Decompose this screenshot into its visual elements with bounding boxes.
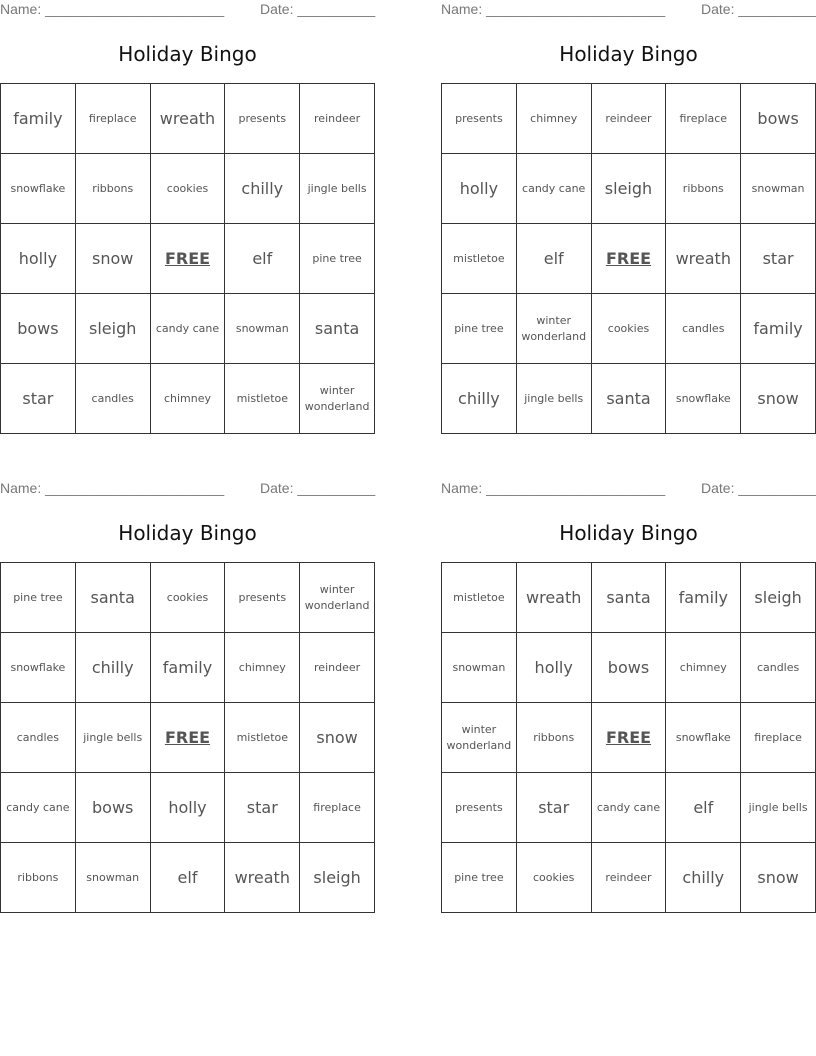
bingo-cell: candy cane xyxy=(1,773,76,843)
bingo-cell: santa xyxy=(76,563,151,633)
bingo-cell: chimney xyxy=(666,633,741,703)
bingo-cell: cookies xyxy=(151,154,226,224)
bingo-cell: presents xyxy=(442,773,517,843)
bingo-cell: elf xyxy=(666,773,741,843)
bingo-cell: holly xyxy=(517,633,592,703)
bingo-cell: cookies xyxy=(151,563,226,633)
bingo-cell: snowman xyxy=(225,294,300,364)
bingo-card-4 xyxy=(441,479,816,913)
bingo-cell: snowman xyxy=(76,843,151,913)
bingo-cell: star xyxy=(517,773,592,843)
bingo-cell: candles xyxy=(1,703,76,773)
card-title: Holiday Bingo xyxy=(559,42,698,66)
free-space-cell: FREE xyxy=(151,703,226,773)
bingo-cell: snow xyxy=(741,843,816,913)
bingo-cell: pine tree xyxy=(300,224,375,294)
bingo-cell: pine tree xyxy=(442,294,517,364)
bingo-cell: holly xyxy=(442,154,517,224)
name-field-label: Name: _______________________ xyxy=(0,1,225,17)
bingo-cell: santa xyxy=(592,364,667,434)
free-space-cell: FREE xyxy=(592,703,667,773)
bingo-cell: snowman xyxy=(741,154,816,224)
bingo-cell: candles xyxy=(76,364,151,434)
bingo-cell: jingle bells xyxy=(517,364,592,434)
bingo-cell: elf xyxy=(225,224,300,294)
bingo-card-2 xyxy=(441,0,816,434)
bingo-cell: winter wonderland xyxy=(300,563,375,633)
bingo-cell: jingle bells xyxy=(76,703,151,773)
bingo-cell: chilly xyxy=(666,843,741,913)
bingo-cell: snowman xyxy=(442,633,517,703)
bingo-cell: wreath xyxy=(666,224,741,294)
bingo-cell: wreath xyxy=(151,84,226,154)
bingo-cell: family xyxy=(741,294,816,364)
bingo-cell: chimney xyxy=(517,84,592,154)
card-header xyxy=(441,480,816,500)
bingo-cell: family xyxy=(151,633,226,703)
bingo-cell: snow xyxy=(76,224,151,294)
date-field-label: Date: __________ xyxy=(260,1,376,17)
bingo-cell: snow xyxy=(741,364,816,434)
bingo-cell: winter wonderland xyxy=(300,364,375,434)
bingo-cell: jingle bells xyxy=(741,773,816,843)
bingo-cell: family xyxy=(666,563,741,633)
bingo-cell: ribbons xyxy=(1,843,76,913)
bingo-grid xyxy=(441,562,816,913)
bingo-cell: sleigh xyxy=(76,294,151,364)
bingo-cell: candy cane xyxy=(517,154,592,224)
card-header xyxy=(0,480,375,500)
bingo-cell: santa xyxy=(592,563,667,633)
bingo-cell: presents xyxy=(225,563,300,633)
bingo-grid xyxy=(441,83,816,434)
bingo-cell: reindeer xyxy=(592,84,667,154)
bingo-card-1 xyxy=(0,0,375,434)
bingo-cell: presents xyxy=(442,84,517,154)
card-title: Holiday Bingo xyxy=(118,42,257,66)
bingo-cell: winter wonderland xyxy=(517,294,592,364)
bingo-cell: holly xyxy=(151,773,226,843)
bingo-cell: ribbons xyxy=(76,154,151,224)
bingo-cell: candles xyxy=(741,633,816,703)
bingo-cell: fireplace xyxy=(76,84,151,154)
card-header xyxy=(441,1,816,21)
bingo-cell: bows xyxy=(592,633,667,703)
bingo-cell: chimney xyxy=(151,364,226,434)
bingo-cell: wreath xyxy=(225,843,300,913)
bingo-cell: sleigh xyxy=(300,843,375,913)
bingo-cell: chimney xyxy=(225,633,300,703)
card-title: Holiday Bingo xyxy=(559,521,698,545)
bingo-cell: mistletoe xyxy=(442,563,517,633)
bingo-cell: jingle bells xyxy=(300,154,375,224)
bingo-cell: bows xyxy=(741,84,816,154)
bingo-cell: ribbons xyxy=(517,703,592,773)
bingo-cell: presents xyxy=(225,84,300,154)
bingo-cell: snowflake xyxy=(666,703,741,773)
bingo-cell: candy cane xyxy=(151,294,226,364)
bingo-cell: reindeer xyxy=(300,84,375,154)
name-field-label: Name: _______________________ xyxy=(441,1,666,17)
bingo-grid xyxy=(0,562,375,913)
bingo-cell: wreath xyxy=(517,563,592,633)
bingo-cell: mistletoe xyxy=(225,703,300,773)
free-space-cell: FREE xyxy=(151,224,226,294)
free-space-cell: FREE xyxy=(592,224,667,294)
bingo-cell: chilly xyxy=(442,364,517,434)
bingo-cell: bows xyxy=(1,294,76,364)
bingo-cell: chilly xyxy=(76,633,151,703)
bingo-cell: bows xyxy=(76,773,151,843)
bingo-cell: reindeer xyxy=(300,633,375,703)
bingo-cell: fireplace xyxy=(666,84,741,154)
name-field-label: Name: _______________________ xyxy=(441,480,666,496)
bingo-cell: snowflake xyxy=(1,154,76,224)
bingo-cell: santa xyxy=(300,294,375,364)
bingo-cell: star xyxy=(1,364,76,434)
bingo-cell: candles xyxy=(666,294,741,364)
bingo-cell: pine tree xyxy=(442,843,517,913)
bingo-cell: family xyxy=(1,84,76,154)
bingo-cell: holly xyxy=(1,224,76,294)
bingo-cell: star xyxy=(225,773,300,843)
bingo-cell: elf xyxy=(151,843,226,913)
bingo-cell: reindeer xyxy=(592,843,667,913)
bingo-cell: ribbons xyxy=(666,154,741,224)
bingo-cell: snowflake xyxy=(666,364,741,434)
date-field-label: Date: __________ xyxy=(260,480,376,496)
bingo-cell: chilly xyxy=(225,154,300,224)
date-field-label: Date: __________ xyxy=(701,1,816,17)
bingo-cell: cookies xyxy=(517,843,592,913)
bingo-card-3 xyxy=(0,479,375,913)
bingo-grid xyxy=(0,83,375,434)
bingo-cell: fireplace xyxy=(300,773,375,843)
bingo-cell: star xyxy=(741,224,816,294)
bingo-cell: snow xyxy=(300,703,375,773)
bingo-cell: cookies xyxy=(592,294,667,364)
bingo-cell: sleigh xyxy=(592,154,667,224)
date-field-label: Date: __________ xyxy=(701,480,816,496)
bingo-cell: pine tree xyxy=(1,563,76,633)
bingo-cell: winter wonderland xyxy=(442,703,517,773)
bingo-cell: fireplace xyxy=(741,703,816,773)
bingo-cell: mistletoe xyxy=(225,364,300,434)
bingo-cell: elf xyxy=(517,224,592,294)
card-title: Holiday Bingo xyxy=(118,521,257,545)
card-header xyxy=(0,1,375,21)
bingo-cell: snowflake xyxy=(1,633,76,703)
bingo-cell: mistletoe xyxy=(442,224,517,294)
bingo-cell: sleigh xyxy=(741,563,816,633)
name-field-label: Name: _______________________ xyxy=(0,480,225,496)
bingo-cell: candy cane xyxy=(592,773,667,843)
